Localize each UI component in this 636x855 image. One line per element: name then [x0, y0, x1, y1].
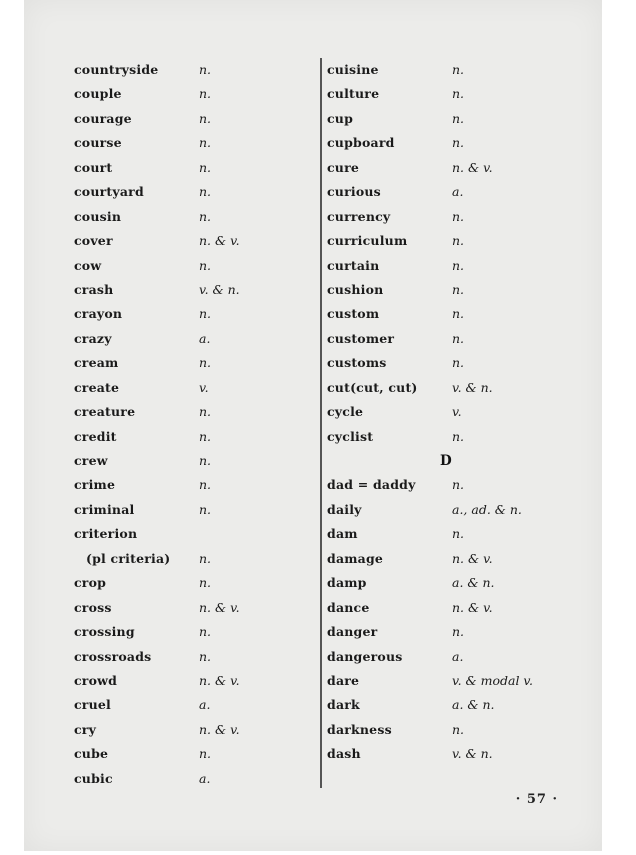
entry-part-of-speech: n.	[199, 184, 212, 200]
entry-word: cream	[74, 355, 119, 371]
dictionary-entry	[327, 82, 577, 106]
right-column-c-entries	[327, 58, 577, 449]
entry-part-of-speech: v. & n.	[199, 281, 240, 297]
entry-word: curriculum	[327, 233, 408, 249]
dictionary-entry	[74, 229, 324, 253]
entry-word: cousin	[74, 208, 122, 224]
dictionary-entry	[327, 620, 577, 644]
entry-word: crime	[74, 477, 116, 493]
dictionary-entry	[327, 498, 577, 522]
dictionary-entry	[74, 131, 324, 155]
section-heading-d	[327, 449, 577, 473]
entry-part-of-speech: n.	[452, 233, 465, 249]
entry-word: damage	[327, 550, 384, 566]
dictionary-entry	[327, 302, 577, 326]
entry-word: customer	[327, 330, 395, 346]
entry-part-of-speech: n.	[199, 746, 212, 762]
entry-part-of-speech: n. & v.	[199, 672, 240, 688]
entry-word: cycle	[327, 404, 364, 420]
dictionary-entry	[327, 278, 577, 302]
entry-part-of-speech: n.	[199, 404, 212, 420]
entry-word: cupboard	[327, 135, 395, 151]
entry-part-of-speech: n.	[452, 526, 465, 542]
entry-part-of-speech: n.	[452, 428, 465, 444]
entry-part-of-speech: n.	[199, 110, 212, 126]
entry-word: credit	[74, 428, 117, 444]
dictionary-entry	[327, 473, 577, 497]
entry-word: cry	[74, 721, 97, 737]
entry-word: criminal	[74, 501, 135, 517]
dictionary-entry	[327, 645, 577, 669]
entry-part-of-speech: n.	[199, 355, 212, 371]
entry-word: cruel	[74, 697, 111, 713]
entry-part-of-speech: n.	[199, 86, 212, 102]
dictionary-entry	[327, 742, 577, 766]
dictionary-entry	[327, 131, 577, 155]
entry-part-of-speech: n.	[199, 306, 212, 322]
entry-word: dance	[327, 599, 370, 615]
entry-word: cure	[327, 159, 360, 175]
entry-part-of-speech: n.	[199, 624, 212, 640]
entry-part-of-speech: a.	[199, 697, 211, 713]
entry-part-of-speech: n.	[452, 330, 465, 346]
entry-part-of-speech: n.	[199, 648, 212, 664]
entry-word: cyclist	[327, 428, 374, 444]
entry-word: crossroads	[74, 648, 152, 664]
entry-word: courtyard	[74, 184, 144, 200]
entry-part-of-speech: n.	[199, 550, 212, 566]
entry-word: customs	[327, 355, 387, 371]
entry-part-of-speech: n.	[199, 208, 212, 224]
dictionary-entry	[327, 596, 577, 620]
entry-part-of-speech: v.	[199, 379, 209, 395]
entry-part-of-speech: n.	[199, 159, 212, 175]
entry-word: cuisine	[327, 62, 379, 77]
page-number: · 57 ·	[515, 792, 558, 807]
entry-part-of-speech: n.	[452, 135, 465, 151]
entry-part-of-speech: a.	[199, 330, 211, 346]
entry-part-of-speech: n.	[199, 453, 212, 468]
entry-part-of-speech: n. & v.	[452, 599, 493, 615]
dictionary-entry	[327, 229, 577, 253]
dictionary-entry	[74, 620, 324, 644]
entry-word: curious	[327, 184, 381, 200]
entry-word: court	[74, 159, 113, 175]
entry-word: cube	[74, 746, 109, 762]
dictionary-entry	[74, 669, 324, 693]
entry-word: course	[74, 135, 122, 151]
entry-word: dash	[327, 746, 361, 762]
dictionary-page	[24, 0, 602, 851]
dictionary-entry	[74, 107, 324, 131]
section-letter: D	[440, 453, 452, 469]
entry-part-of-speech: a., ad. & n.	[452, 501, 522, 517]
dictionary-entry	[74, 180, 324, 204]
dictionary-entry	[327, 156, 577, 180]
entry-part-of-speech: n.	[452, 624, 465, 640]
entry-word: cubic	[74, 770, 113, 786]
entry-word: crew	[74, 453, 108, 468]
entry-word: cover	[74, 233, 113, 249]
right-column	[327, 58, 577, 767]
dictionary-entry	[327, 58, 577, 82]
entry-word: crop	[74, 575, 107, 591]
entry-part-of-speech: n. & v.	[199, 233, 240, 249]
dictionary-entry	[327, 205, 577, 229]
entry-word: cow	[74, 257, 102, 273]
entry-word: dare	[327, 672, 360, 688]
dictionary-entry	[74, 449, 324, 473]
entry-part-of-speech: n.	[452, 110, 465, 126]
entry-part-of-speech: n.	[452, 86, 465, 102]
dictionary-entry	[74, 425, 324, 449]
entry-word: courage	[74, 110, 132, 126]
dictionary-entry	[74, 767, 324, 791]
entry-part-of-speech: v. & n.	[452, 746, 493, 762]
dictionary-entry	[74, 156, 324, 180]
entry-part-of-speech: n.	[452, 281, 465, 297]
entry-word: culture	[327, 86, 380, 102]
entry-word: countryside	[74, 62, 159, 77]
entry-word: daily	[327, 501, 362, 517]
entry-part-of-speech: a. & n.	[452, 575, 495, 591]
dictionary-entry	[327, 254, 577, 278]
entry-part-of-speech: v. & n.	[452, 379, 493, 395]
entry-part-of-speech: a.	[452, 184, 464, 200]
entry-part-of-speech: n.	[452, 62, 465, 77]
entry-word: crossing	[74, 624, 135, 640]
dictionary-entry	[74, 571, 324, 595]
entry-word: custom	[327, 306, 380, 322]
dictionary-entry	[74, 718, 324, 742]
entry-part-of-speech: n.	[452, 306, 465, 322]
entry-word: cross	[74, 599, 112, 615]
entry-word: danger	[327, 624, 378, 640]
entry-word: crazy	[74, 330, 112, 346]
entry-part-of-speech: n. & v.	[452, 159, 493, 175]
dictionary-entry	[327, 425, 577, 449]
entry-word: creature	[74, 404, 136, 420]
dictionary-entry	[327, 669, 577, 693]
dictionary-entry	[74, 473, 324, 497]
entry-part-of-speech: n.	[199, 62, 212, 77]
entry-word: dad = daddy	[327, 477, 416, 493]
entry-word: couple	[74, 86, 122, 102]
dictionary-entry	[74, 205, 324, 229]
column-divider	[320, 58, 322, 788]
entry-word: crayon	[74, 306, 123, 322]
dictionary-entry	[74, 596, 324, 620]
entry-word: crash	[74, 281, 114, 297]
entry-word: currency	[327, 208, 391, 224]
dictionary-entry	[327, 522, 577, 546]
dictionary-entry	[74, 278, 324, 302]
entry-word: cup	[327, 110, 354, 126]
entry-part-of-speech: n. & v.	[199, 721, 240, 737]
entry-part-of-speech: a. & n.	[452, 697, 495, 713]
entry-word: create	[74, 379, 120, 395]
entry-part-of-speech: a.	[452, 648, 464, 664]
entry-word: dark	[327, 697, 360, 713]
entry-part-of-speech: n.	[199, 135, 212, 151]
entry-part-of-speech: n. & v.	[199, 599, 240, 615]
dictionary-entry	[74, 351, 324, 375]
dictionary-entry	[74, 82, 324, 106]
entry-part-of-speech: n. & v.	[452, 550, 493, 566]
entry-word: criterion	[74, 526, 138, 542]
dictionary-entry	[74, 742, 324, 766]
entry-part-of-speech: n.	[452, 257, 465, 273]
entry-word: damp	[327, 575, 367, 591]
entry-word: cut(cut, cut)	[327, 379, 418, 395]
dictionary-entry	[327, 107, 577, 131]
entry-word: dangerous	[327, 648, 403, 664]
entry-word: curtain	[327, 257, 380, 273]
entry-word: cushion	[327, 281, 384, 297]
dictionary-entry	[74, 693, 324, 717]
dictionary-entry	[74, 254, 324, 278]
dictionary-entry	[74, 327, 324, 351]
entry-word: (pl criteria)	[86, 550, 171, 566]
dictionary-entry	[327, 400, 577, 424]
dictionary-entry	[327, 571, 577, 595]
dictionary-entry	[74, 302, 324, 326]
entry-part-of-speech: a.	[199, 770, 211, 786]
entry-part-of-speech: n.	[199, 575, 212, 591]
dictionary-entry	[74, 498, 324, 522]
entry-part-of-speech: n.	[199, 257, 212, 273]
entry-part-of-speech: v. & modal v.	[452, 672, 533, 688]
dictionary-entry	[327, 693, 577, 717]
dictionary-entry	[327, 376, 577, 400]
entry-part-of-speech: n.	[199, 501, 212, 517]
entry-word: dam	[327, 526, 358, 542]
dictionary-entry	[327, 351, 577, 375]
entry-part-of-speech: n.	[452, 477, 465, 493]
entry-part-of-speech: v.	[452, 404, 462, 420]
entry-part-of-speech: n.	[199, 477, 212, 493]
entry-part-of-speech: n.	[452, 355, 465, 371]
dictionary-entry	[327, 547, 577, 571]
dictionary-entry	[74, 376, 324, 400]
left-column	[74, 58, 324, 791]
dictionary-entry	[74, 400, 324, 424]
dictionary-entry	[327, 718, 577, 742]
dictionary-entry	[74, 645, 324, 669]
dictionary-entry	[74, 547, 324, 571]
dictionary-entry	[74, 58, 324, 82]
dictionary-entry	[74, 522, 324, 546]
right-column-d-entries	[327, 473, 577, 766]
dictionary-entry	[327, 327, 577, 351]
entry-part-of-speech: n.	[199, 428, 212, 444]
entry-word: darkness	[327, 721, 392, 737]
entry-part-of-speech: n.	[452, 721, 465, 737]
entry-word: crowd	[74, 672, 118, 688]
entry-part-of-speech: n.	[452, 208, 465, 224]
dictionary-entry	[327, 180, 577, 204]
